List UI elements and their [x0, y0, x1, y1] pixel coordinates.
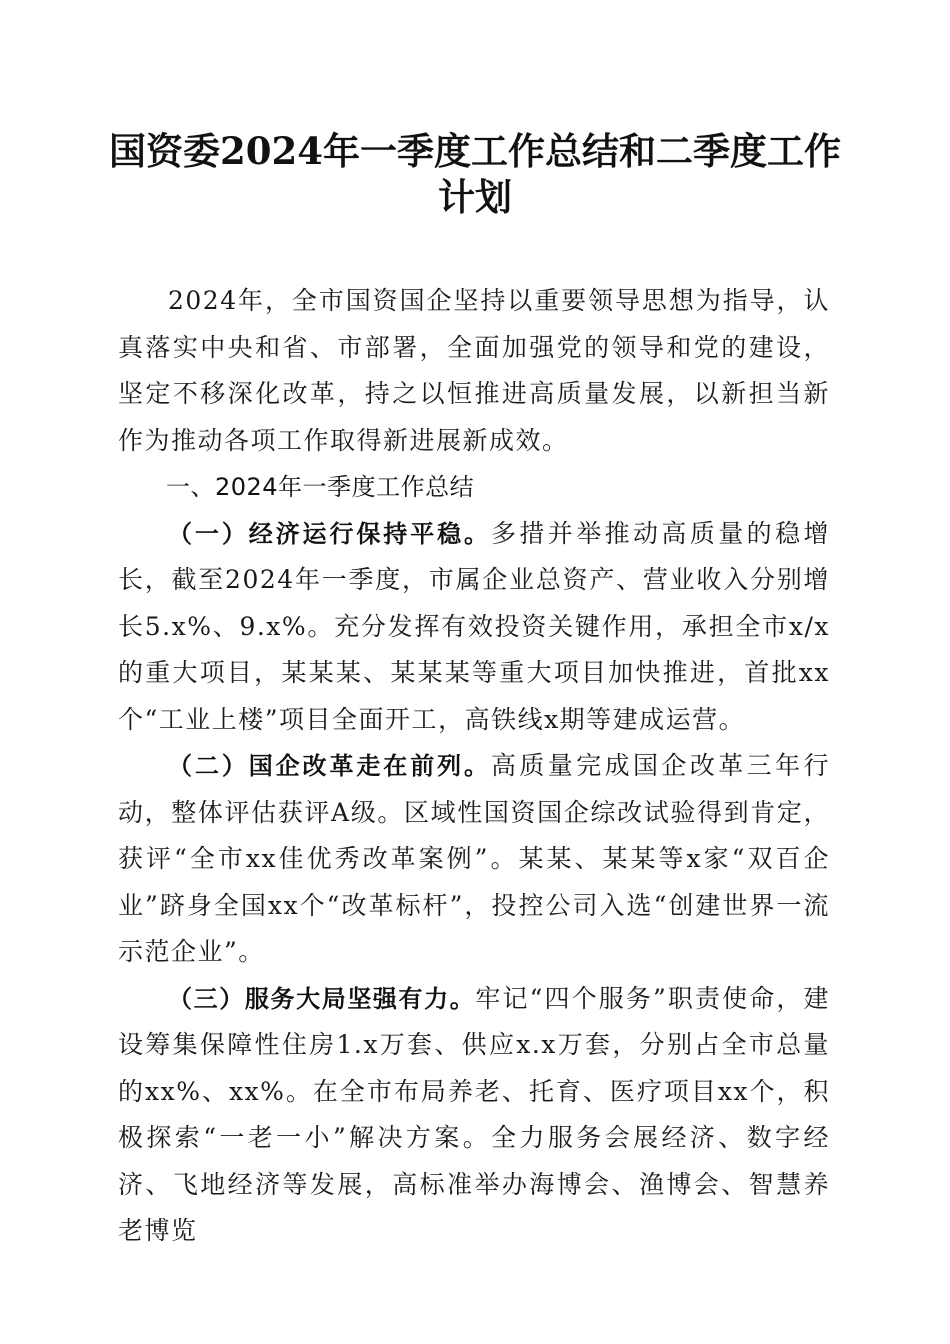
document-title: 国资委2024年一季度工作总结和二季度工作计划 — [109, 129, 841, 219]
summary-item-1 — [118, 511, 830, 744]
document-body — [118, 278, 830, 1255]
intro-paragraph: 2024年，全市国资国企坚持以重要领导思想为指导，认真落实中央和省、市部署，全面加强党的领导和党的建设，坚定不移深化改革，持之以恒推进高质量发展，以新担当新作为推动各项工作取得新进展新成效。 — [118, 286, 830, 455]
summary-item-2 — [118, 743, 830, 976]
item-2-lead: （二）国企改革走在前列。 — [168, 752, 491, 780]
section-heading-1: 一、2024年一季度工作总结 — [166, 473, 475, 501]
item-1-lead: （一）经济运行保持平稳。 — [168, 519, 491, 548]
summary-item-3 — [118, 976, 830, 1255]
item-2-text: 高质量完成国企改革三年行动，整体评估获评A级。区域性国资国企综改试验得到肯定，获评“全市xx佳优秀改革案例”。某某、某某等x家“双百企业”跻身全国xx个“改革标杆”，投控公司入选“创建世界一流示范企业”。 — [118, 751, 830, 966]
item-3-lead: （三）服务大局坚强有力。 — [168, 984, 476, 1013]
item-1-text: 多措并举推动高质量的稳增长，截至2024年一季度，市属企业总资产、营业收入分别增长5.x%、9.x%。充分发挥有效投资关键作用，承担全市x/x的重大项目，某某某、某某某等重大项目加快推进，首批xx个“工业上楼”项目全面开工，高铁线x期等建成运营。 — [118, 518, 830, 734]
item-3-text: 牢记“四个服务”职责使命，建设筹集保障性住房1.x万套、供应x.x万套，分别占全市总量的xx%、xx%。在全市布局养老、托育、医疗项目xx个，积极探索“一老一小”解决方案。全力服务会展经济、数字经济、飞地经济等发展，高标准举办海博会、渔博会、智慧养老博览 — [118, 983, 830, 1245]
